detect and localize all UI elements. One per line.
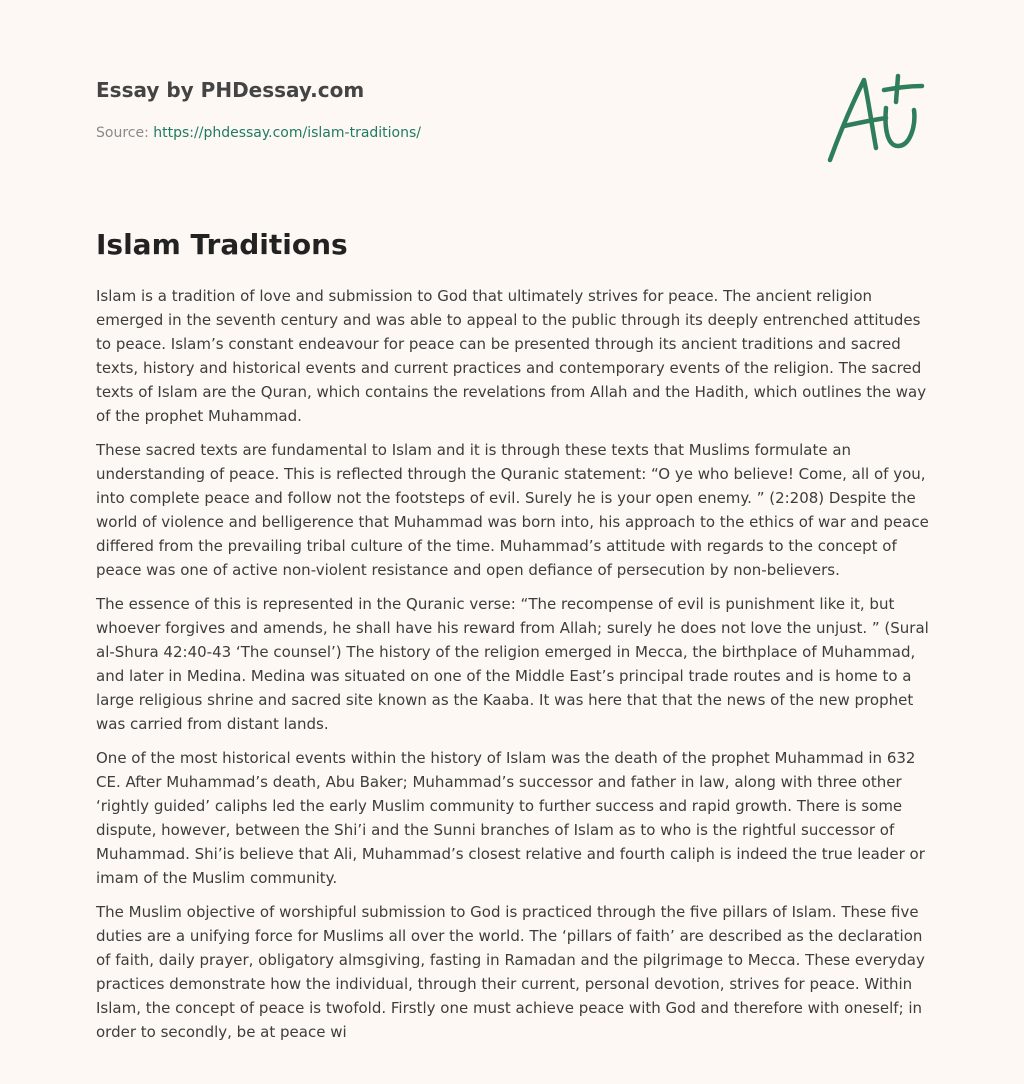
- essay-paragraph: Islam is a tradition of love and submission to God that ultimately strives for peace. The ancient religion emerged in the seventh century and was able to appeal to the public through its deeply entrenched attitudes to peace. Islam’s constant endeavour for peace can be presented through its ancient traditions and sacred texts, history and historical events and current practices and contemporary events of the religion. The sacred texts of Islam are the Quran, which contains the revelations from Allah and the Hadith, which outlines the way of the prophet Muhammad.: [96, 287, 927, 425]
- essay-paragraph: One of the most historical events within the history of Islam was the death of the prophet Muhammad in 632 CE. After Muhammad’s death, Abu Baker; Muhammad’s successor and father in law, along with three other ‘rightly guided’ caliphs led the early Muslim community to further success and rapid growth. There is some dispute, however, between the Shi’i and the Sunni branches of Islam as to who is the rightful successor of Muhammad. Shi’is believe that Ali, Muhammad’s closest relative and fourth caliph is indeed the true leader or imam of the Muslim community.: [96, 749, 925, 887]
- brand-heading: Essay by PHDessay.com: [96, 78, 365, 102]
- essay-paragraph: The Muslim objective of worshipful submission to God is practiced through the five pillars of Islam. These five duties are a unifying force for Muslims all over the world. The ‘pillars of faith’ are described as the declaration of faith, daily prayer, obligatory almsgiving, fasting in Ramadan and the pilgrimage to Mecca. These everyday practices demonstrate how the individual, through their current, personal devotion, strives for peace. Within Islam, the concept of peace is twofold. Firstly one must achieve peace with God and therefore with oneself; in order to secondly, be at peace wi: [96, 903, 925, 1041]
- essay-body: [96, 284, 930, 1054]
- source-link[interactable]: https://phdessay.com/islam-traditions/: [153, 125, 422, 141]
- a-plus-logo-icon: [824, 68, 928, 168]
- essay-paragraph: The essence of this is represented in the Quranic verse: “The recompense of evil is punishment like it, but whoever forgives and amends, he shall have his reward from Allah; surely he does not love the unjust. ” (Sural al-Shura 42:40-43 ‘The counsel’) The history of the religion emerged in Mecca, the birthplace of Muhammad, and later in Medina. Medina was situated on one of the Middle East’s principal trade routes and is home to a large religious shrine and sacred site known as the Kaaba. It was here that that the news of the new prophet was carried from distant lands.: [96, 595, 929, 733]
- essay-title: Islam Traditions: [96, 228, 348, 261]
- essay-paragraph: These sacred texts are fundamental to Islam and it is through these texts that Muslims formulate an understanding of peace. This is reflected through the Quranic statement: “O ye who believe! Come, all of you, into complete peace and follow not the footsteps of evil. Surely he is your open enemy. ” (2:208) Despite the world of violence and belligerence that Muhammad was born into, his approach to the ethics of war and peace differed from the prevailing tribal culture of the time. Muhammad’s attitude with regards to the concept of peace was one of active non-violent resistance and open defiance of persecution by non-believers.: [96, 441, 929, 579]
- source-label: Source:: [96, 125, 149, 141]
- source-line: [96, 123, 421, 143]
